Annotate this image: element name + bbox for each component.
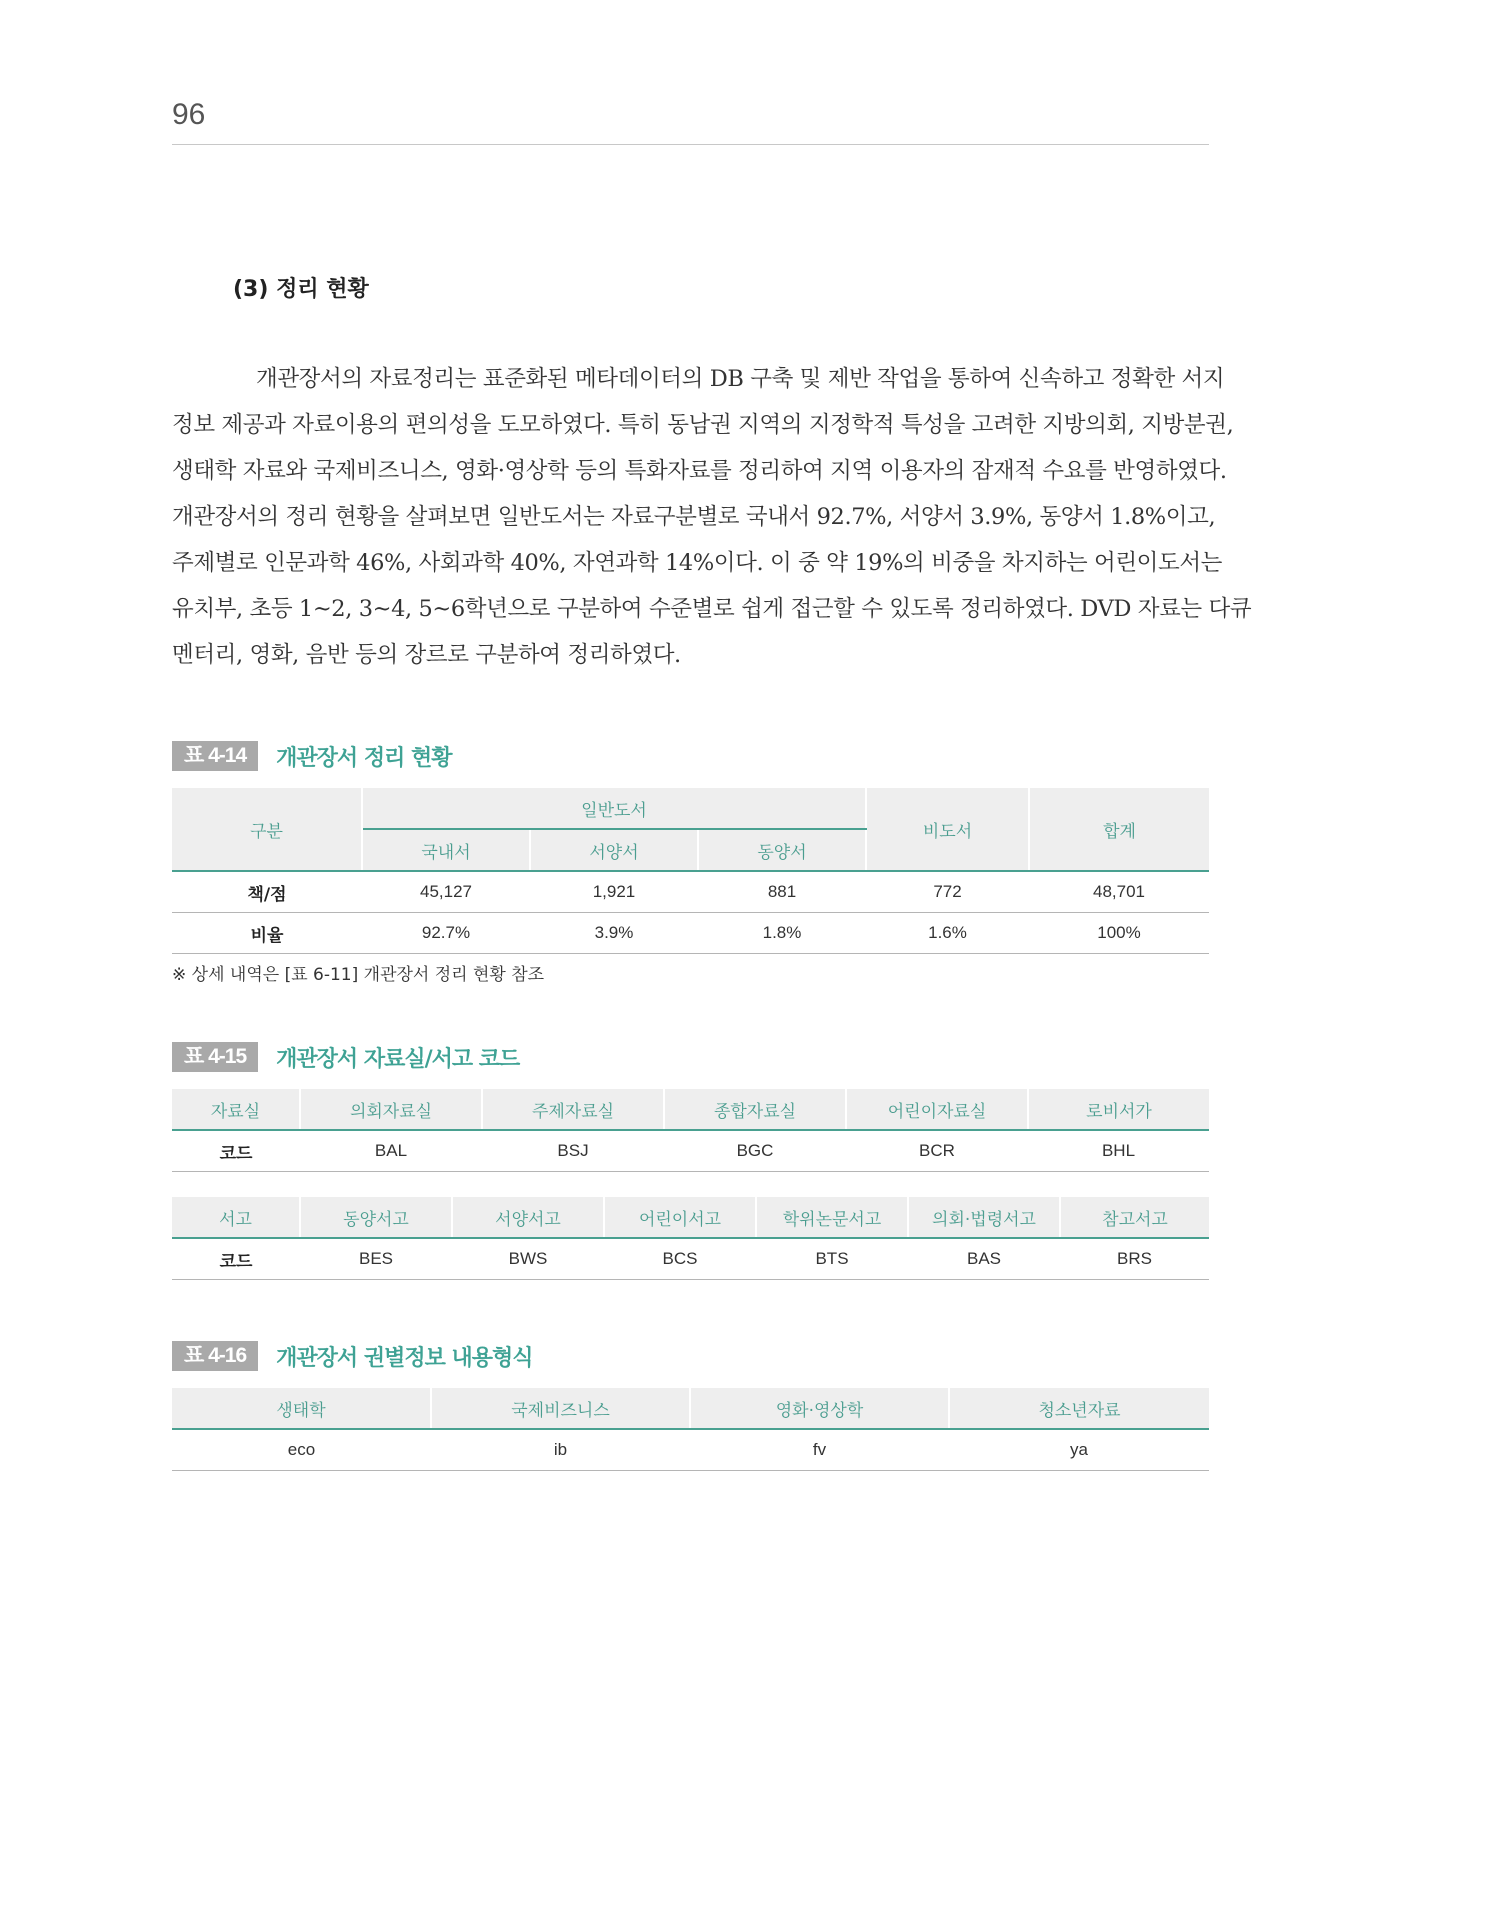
cell-eastern: 881 (698, 871, 866, 913)
table-cell: ib (431, 1429, 690, 1471)
header-cell: 의회자료실 (300, 1089, 482, 1130)
table-4-15-rooms (172, 1089, 1209, 1172)
body-paragraph (172, 356, 1252, 678)
row-label: 코드 (172, 1238, 300, 1280)
table-cell: BHL (1028, 1130, 1209, 1172)
table-cell: BAL (300, 1130, 482, 1172)
header-cell: 종합자료실 (664, 1089, 846, 1130)
header-cell: 동양서고 (300, 1197, 452, 1238)
body-line: 유치부, 초등 1~2, 3~4, 5~6학년으로 구분하여 수준별로 쉽게 접근할 수 있도록 정리하였다. DVD 자료는 다큐 (172, 596, 1252, 622)
table-row (172, 1238, 1209, 1280)
header-cell: 주제자료실 (482, 1089, 664, 1130)
table-title: 개관장서 자료실/서고 코드 (276, 1046, 520, 1072)
table-row (172, 1429, 1209, 1471)
header-rule (172, 144, 1209, 145)
body-line: 멘터리, 영화, 음반 등의 장르로 구분하여 정리하였다. (172, 642, 681, 668)
table-cell: fv (690, 1429, 949, 1471)
cell-eastern: 1.8% (698, 913, 866, 954)
table-cell: BRS (1060, 1238, 1209, 1280)
row-label: 비율 (172, 913, 362, 954)
section-heading: (3) 정리 현황 (233, 277, 369, 302)
table-number-badge: 표 4-15 (172, 1042, 258, 1072)
header-cell: 청소년자료 (949, 1388, 1209, 1429)
cell-non-book: 1.6% (866, 913, 1029, 954)
header-division: 구분 (172, 788, 362, 871)
header-total: 합계 (1029, 788, 1209, 871)
cell-western: 1,921 (530, 871, 698, 913)
table-4-15-caption (172, 1042, 519, 1072)
body-line: 주제별로 인문과학 46%, 사회과학 40%, 자연과학 14%이다. 이 중 약 19%의 비중을 차지하는 어린이도서는 (172, 550, 1222, 576)
header-cell: 학위논문서고 (756, 1197, 908, 1238)
header-cell: 어린이자료실 (846, 1089, 1028, 1130)
table-4-16-caption (172, 1341, 533, 1371)
header-cell: 참고서고 (1060, 1197, 1209, 1238)
table-number-badge: 표 4-14 (172, 741, 258, 771)
body-line: 개관장서의 정리 현황을 살펴보면 일반도서는 자료구분별로 국내서 92.7%, 서양서 3.9%, 동양서 1.8%이고, (172, 504, 1216, 530)
table-row (172, 913, 1209, 954)
body-line: 정보 제공과 자료이용의 편의성을 도모하였다. 특히 동남권 지역의 지정학적 특성을 고려한 지방의회, 지방분권, (172, 412, 1234, 438)
cell-domestic: 45,127 (362, 871, 530, 913)
table-cell: BGC (664, 1130, 846, 1172)
table-row (172, 871, 1209, 913)
header-western: 서양서 (530, 829, 698, 871)
row-label: 코드 (172, 1130, 300, 1172)
table-cell: BWS (452, 1238, 604, 1280)
table-cell: eco (172, 1429, 431, 1471)
cell-non-book: 772 (866, 871, 1029, 913)
table-cell: BAS (908, 1238, 1060, 1280)
header-cell: 서양서고 (452, 1197, 604, 1238)
header-cell: 자료실 (172, 1089, 300, 1130)
cell-total: 100% (1029, 913, 1209, 954)
table-4-14-caption (172, 741, 452, 771)
row-label: 책/점 (172, 871, 362, 913)
cell-total: 48,701 (1029, 871, 1209, 913)
table-cell: BCS (604, 1238, 756, 1280)
header-cell: 의회·법령서고 (908, 1197, 1060, 1238)
table-title: 개관장서 권별정보 내용형식 (276, 1345, 533, 1371)
table-cell: BSJ (482, 1130, 664, 1172)
body-line: 생태학 자료와 국제비즈니스, 영화·영상학 등의 특화자료를 정리하여 지역 이용자의 잠재적 수요를 반영하였다. (172, 458, 1227, 484)
table-cell: BTS (756, 1238, 908, 1280)
header-non-book: 비도서 (866, 788, 1029, 871)
header-eastern: 동양서 (698, 829, 866, 871)
header-general-books: 일반도서 (362, 788, 866, 829)
body-line: 개관장서의 자료정리는 표준화된 메타데이터의 DB 구축 및 제반 작업을 통하여 신속하고 정확한 서지 (256, 366, 1225, 392)
header-cell: 서고 (172, 1197, 300, 1238)
table-4-14 (172, 788, 1209, 954)
header-cell: 생태학 (172, 1388, 431, 1429)
table-row (172, 1130, 1209, 1172)
table-number-badge: 표 4-16 (172, 1341, 258, 1371)
table-cell: BES (300, 1238, 452, 1280)
header-cell: 영화·영상학 (690, 1388, 949, 1429)
header-domestic: 국내서 (362, 829, 530, 871)
table-4-16 (172, 1388, 1209, 1471)
cell-western: 3.9% (530, 913, 698, 954)
header-cell: 국제비즈니스 (431, 1388, 690, 1429)
header-cell: 로비서가 (1028, 1089, 1209, 1130)
header-cell: 어린이서고 (604, 1197, 756, 1238)
table-note: ※ 상세 내역은 [표 6-11] 개관장서 정리 현황 참조 (172, 965, 545, 985)
table-4-15-stacks (172, 1197, 1209, 1280)
table-title: 개관장서 정리 현황 (276, 745, 452, 771)
cell-domestic: 92.7% (362, 913, 530, 954)
table-cell: BCR (846, 1130, 1028, 1172)
table-cell: ya (949, 1429, 1209, 1471)
page-number: 96 (172, 98, 206, 131)
